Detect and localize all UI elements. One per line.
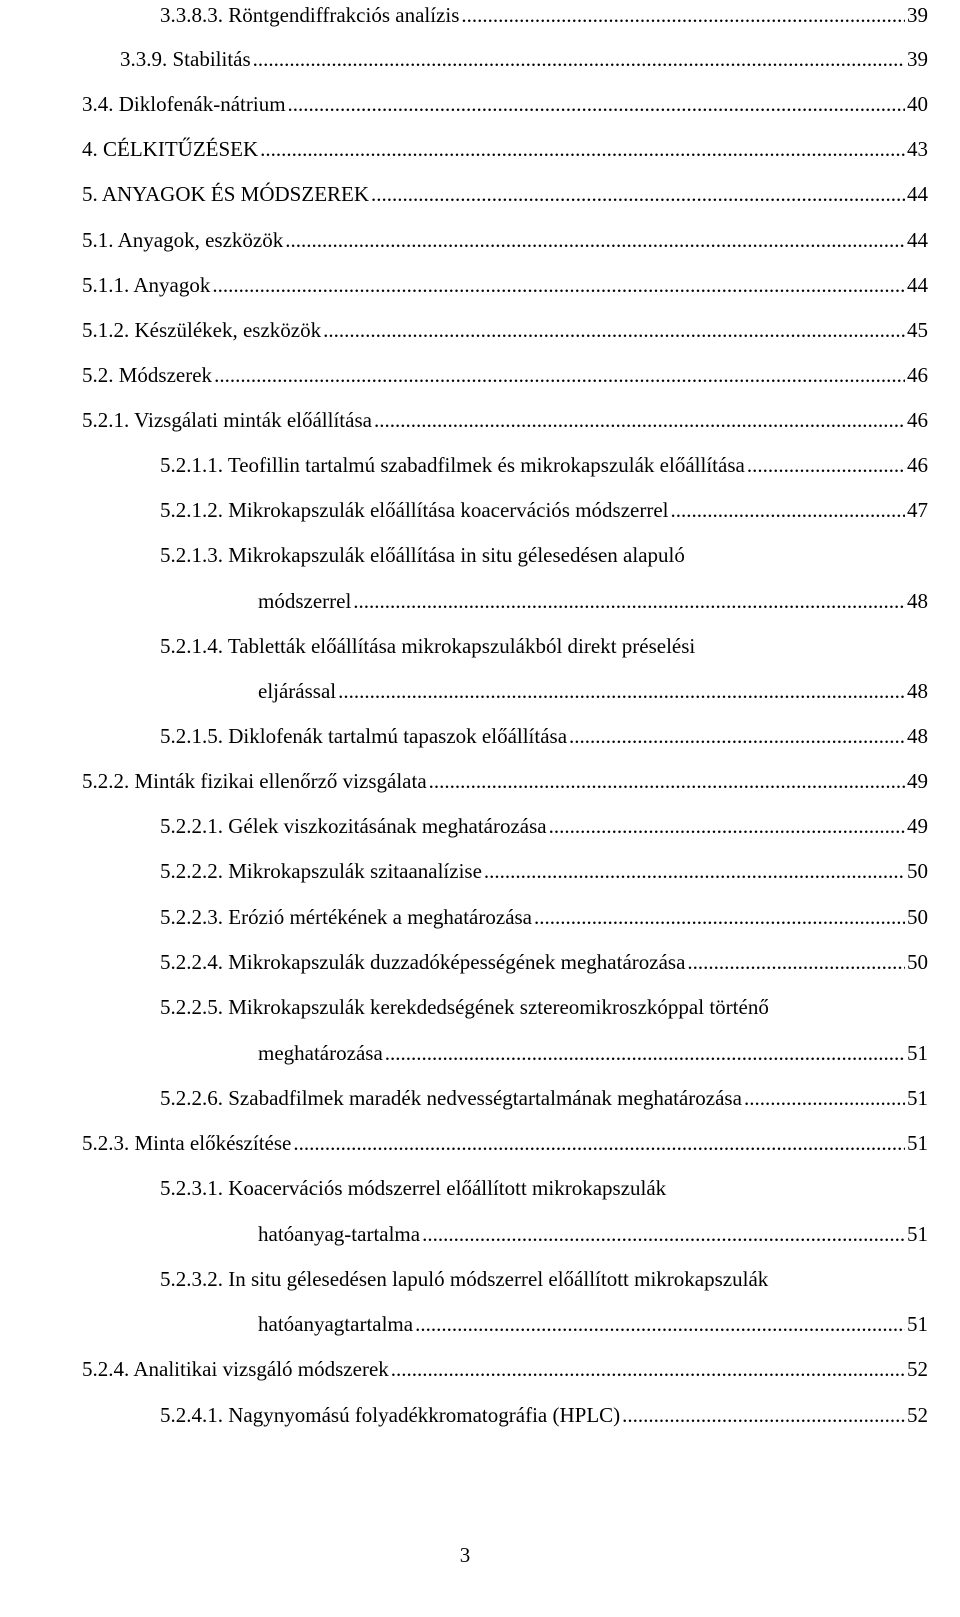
toc-entry-title: 5.2.3. Minta előkészítése xyxy=(82,1131,292,1155)
toc-dot-leader xyxy=(484,858,905,884)
toc-entry-title: 5.2.1. Vizsgálati minták előállítása xyxy=(82,408,372,432)
toc-dot-leader xyxy=(422,1221,905,1247)
toc-entry-page: 39 xyxy=(907,47,928,71)
toc-entry xyxy=(82,407,928,433)
toc-dot-leader xyxy=(285,227,905,253)
toc-entry-page: 44 xyxy=(907,273,928,297)
toc-entry-page: 46 xyxy=(907,363,928,387)
toc-entry xyxy=(82,272,928,298)
toc-entry xyxy=(160,858,928,884)
toc-entry-continuation xyxy=(258,1221,928,1247)
toc-entry xyxy=(160,904,928,930)
toc-entry-page: 49 xyxy=(907,769,928,793)
toc-entry xyxy=(82,768,928,794)
toc-entry xyxy=(160,994,769,1020)
toc-entry-title: 5.2.1.3. Mikrokapszulák előállítása in situ gélesedésen alapuló xyxy=(160,543,685,567)
toc-entry xyxy=(82,227,928,253)
toc-entry-page: 50 xyxy=(907,950,928,974)
toc-entry-title: módszerrel xyxy=(258,589,352,613)
toc-entry-page: 50 xyxy=(907,859,928,883)
toc-entry-title: 5.1. Anyagok, eszközök xyxy=(82,228,284,252)
toc-dot-leader xyxy=(622,1402,905,1428)
toc-entry-title: 4. CÉLKITŰZÉSEK xyxy=(82,137,259,161)
toc-dot-leader xyxy=(671,497,906,523)
toc-entry-title: 5.2.3.2. In situ gélesedésen lapuló módszerrel előállított mikrokapszulák xyxy=(160,1267,769,1291)
toc-entry-title: 5.2.2.4. Mikrokapszulák duzzadóképességének meghatározása xyxy=(160,950,686,974)
toc-dot-leader xyxy=(534,904,905,930)
toc-entry-title: 5. ANYAGOK ÉS MÓDSZEREK xyxy=(82,182,370,206)
toc-entry-title: hatóanyagtartalma xyxy=(258,1312,414,1336)
toc-entry-title: 3.4. Diklofenák-nátrium xyxy=(82,92,286,116)
toc-dot-leader xyxy=(429,768,905,794)
toc-entry xyxy=(82,136,928,162)
toc-entry xyxy=(82,317,928,343)
toc-entry-continuation xyxy=(258,678,928,704)
toc-entry-title: eljárással xyxy=(258,679,337,703)
toc-entry-page: 48 xyxy=(907,724,928,748)
toc-entry xyxy=(160,2,928,28)
toc-entry xyxy=(82,1130,928,1156)
toc-dot-leader xyxy=(371,181,905,207)
toc-entry xyxy=(160,542,685,568)
toc-entry-page: 50 xyxy=(907,905,928,929)
toc-entry xyxy=(120,46,928,72)
toc-entry-page: 51 xyxy=(907,1131,928,1155)
toc-entry xyxy=(82,181,928,207)
toc-entry-title: 5.2.2. Minták fizikai ellenőrző vizsgálata xyxy=(82,769,427,793)
toc-entry-page: 44 xyxy=(907,182,928,206)
toc-entry xyxy=(160,1402,928,1428)
toc-entry-title: 3.3.8.3. Röntgendiffrakciós analízis xyxy=(160,3,460,27)
toc-entry xyxy=(160,813,928,839)
toc-dot-leader xyxy=(353,588,905,614)
toc-entry xyxy=(160,452,928,478)
toc-entry-title: meghatározása xyxy=(258,1041,383,1065)
toc-entry-title: 5.2.2.3. Erózió mértékének a meghatározása xyxy=(160,905,533,929)
toc-entry-continuation xyxy=(258,1311,928,1337)
toc-dot-leader xyxy=(288,91,905,117)
toc-entry-title: 5.2.1.4. Tabletták előállítása mikrokapszulákból direkt préselési xyxy=(160,634,696,658)
toc-dot-leader xyxy=(212,272,905,298)
toc-dot-leader xyxy=(744,1085,905,1111)
toc-entry-page: 49 xyxy=(907,814,928,838)
toc-entry-page: 51 xyxy=(907,1222,928,1246)
toc-entry-title: 5.2.2.1. Gélek viszkozitásának meghatározása xyxy=(160,814,547,838)
toc-dot-leader xyxy=(569,723,905,749)
toc-dot-leader xyxy=(415,1311,905,1337)
toc-dot-leader xyxy=(461,2,905,28)
toc-entry-continuation xyxy=(258,588,928,614)
toc-entry-page: 52 xyxy=(907,1357,928,1381)
toc-entry-title: 5.2.1.5. Diklofenák tartalmú tapaszok előállítása xyxy=(160,724,568,748)
toc-entry xyxy=(160,723,928,749)
toc-entry-title: 5.2.2.5. Mikrokapszulák kerekdedségének sztereomikroszkóppal történő xyxy=(160,995,769,1019)
toc-entry-title: hatóanyag-tartalma xyxy=(258,1222,421,1246)
page-number: 3 xyxy=(459,1543,471,1567)
toc-entry-page: 48 xyxy=(907,589,928,613)
toc-entry xyxy=(82,1356,928,1382)
toc-dot-leader xyxy=(293,1130,905,1156)
toc-entry xyxy=(160,1266,768,1292)
toc-entry-page: 51 xyxy=(907,1041,928,1065)
toc-entry-title: 5.1.2. Készülékek, eszközök xyxy=(82,318,322,342)
toc-dot-leader xyxy=(374,407,905,433)
toc-entry-page: 52 xyxy=(907,1403,928,1427)
toc-dot-leader xyxy=(253,46,905,72)
toc-entry xyxy=(160,949,928,975)
toc-entry-page: 48 xyxy=(907,679,928,703)
toc-entry-page: 46 xyxy=(907,453,928,477)
toc-entry-title: 5.2.1.1. Teofillin tartalmú szabadfilmek és mikrokapszulák előállítása xyxy=(160,453,745,477)
toc-dot-leader xyxy=(338,678,905,704)
toc-entry-page: 40 xyxy=(907,92,928,116)
toc-dot-leader xyxy=(323,317,905,343)
toc-entry-title: 5.2.4.1. Nagynyomású folyadékkromatográfia (HPLC) xyxy=(160,1403,621,1427)
toc-entry-page: 51 xyxy=(907,1312,928,1336)
toc-dot-leader xyxy=(385,1040,905,1066)
toc-dot-leader xyxy=(214,362,905,388)
toc-entry-title: 5.2. Módszerek xyxy=(82,363,213,387)
toc-entry-page: 46 xyxy=(907,408,928,432)
toc-entry-page: 39 xyxy=(907,3,928,27)
toc-entry-page: 47 xyxy=(907,498,928,522)
toc-entry-title: 5.2.4. Analitikai vizsgáló módszerek xyxy=(82,1357,389,1381)
toc-entry xyxy=(160,1085,928,1111)
toc-dot-leader xyxy=(260,136,905,162)
toc-entry-title: 5.2.1.2. Mikrokapszulák előállítása koacervációs módszerrel xyxy=(160,498,669,522)
toc-entry xyxy=(82,362,928,388)
toc-entry-continuation xyxy=(258,1040,928,1066)
toc-dot-leader xyxy=(747,452,905,478)
toc-dot-leader xyxy=(391,1356,905,1382)
toc-entry-page: 51 xyxy=(907,1086,928,1110)
toc-entry xyxy=(160,1175,666,1201)
toc-entry-title: 3.3.9. Stabilitás xyxy=(120,47,251,71)
toc-dot-leader xyxy=(687,949,905,975)
toc-entry xyxy=(160,633,695,659)
toc-entry xyxy=(82,91,928,117)
toc-entry-page: 43 xyxy=(907,137,928,161)
toc-entry-title: 5.1.1. Anyagok xyxy=(82,273,211,297)
toc-entry-title: 5.2.2.6. Szabadfilmek maradék nedvességtartalmának meghatározása xyxy=(160,1086,742,1110)
toc-entry xyxy=(160,497,928,523)
toc-entry-page: 44 xyxy=(907,228,928,252)
toc-entry-title: 5.2.3.1. Koacervációs módszerrel előállított mikrokapszulák xyxy=(160,1176,667,1200)
toc-entry-title: 5.2.2.2. Mikrokapszulák szitaanalízise xyxy=(160,859,482,883)
toc-dot-leader xyxy=(549,813,905,839)
toc-entry-page: 45 xyxy=(907,318,928,342)
